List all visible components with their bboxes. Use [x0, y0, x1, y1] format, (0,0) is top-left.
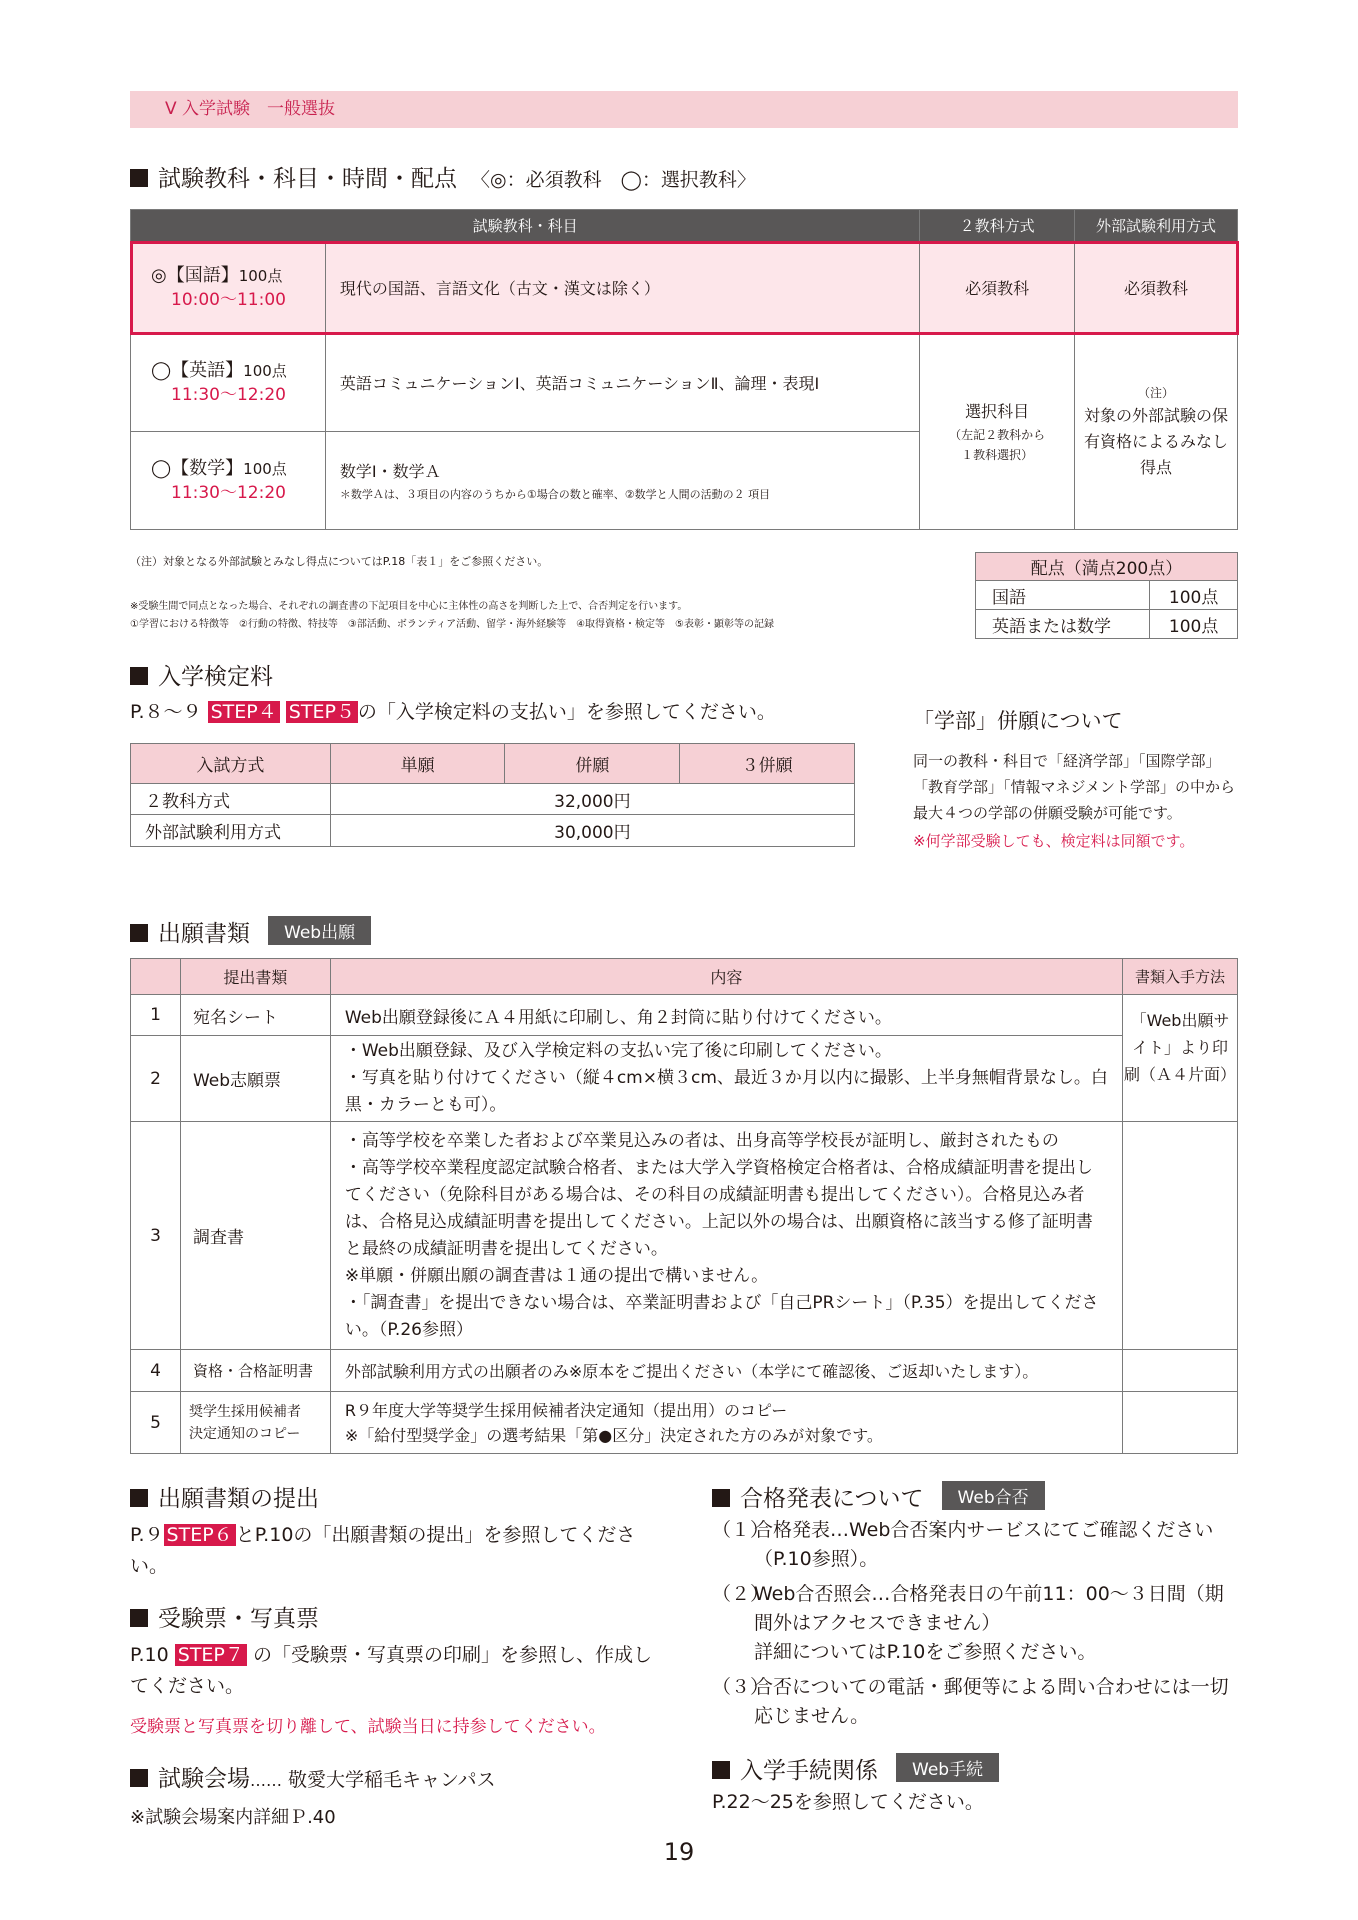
doc-name: 調査書 [180, 1122, 330, 1350]
score-title: 配点（満点200点） [976, 553, 1238, 581]
select-title: 選択科目 [965, 401, 1030, 421]
square-bullet-icon [130, 924, 148, 942]
docs-header: 書類入手方法 [1123, 959, 1238, 995]
doc-number: 5 [131, 1392, 181, 1454]
fee-header: 併願 [505, 744, 680, 784]
doc-content: R９年度大学等奨学生採用候補者決定通知（提出用）のコピー ※「給付型奨学金」の選考結果「第●区分」決定された方のみが対象です。 [330, 1392, 1122, 1454]
row-japanese [131, 242, 1238, 334]
application-docs-table [130, 958, 1238, 1454]
square-bullet-icon [712, 1761, 730, 1779]
subject-time: 11:30～12:20 [171, 482, 286, 503]
square-bullet-icon [130, 1769, 148, 1787]
fee-method: 外部試験利用方式 [131, 815, 331, 847]
external-note-mark: （注） [1138, 385, 1175, 400]
fee-method: ２教科方式 [131, 784, 331, 815]
section-band: Ⅴ 入学試験 一般選抜 [130, 91, 1238, 128]
step-badge: STEP７ [175, 1644, 247, 1666]
exam-ticket-note: 受験票と写真票を切り離して、試験当日に持参してください。 [130, 1717, 606, 1737]
col-header-subject: 試験教科・科目 [131, 210, 920, 242]
step-badge: STEP４ [208, 701, 280, 723]
page-number: 19 [663, 1838, 695, 1866]
subject-cell [131, 334, 326, 432]
subject-content: 数学Ⅰ・数学Ａ [339, 462, 441, 481]
heading-text: 受験票・写真票 [158, 1606, 319, 1632]
external-note-text: 対象の外部試験の保有資格によるみなし得点 [1084, 405, 1229, 477]
subject-name: ◯【英語】 [151, 359, 244, 381]
square-bullet-icon [130, 169, 148, 187]
web-result-tag: Web合否 [942, 1481, 1045, 1510]
exam-ticket-text [130, 1640, 660, 1702]
results-item [712, 1516, 1242, 1574]
venue-note: ※試験会場案内詳細Ｐ.40 [130, 1807, 336, 1828]
web-procedure-tag: Web手続 [896, 1753, 999, 1782]
fee-header: 入試方式 [131, 744, 331, 784]
square-bullet-icon [130, 1609, 148, 1627]
heading-text: 出願書類の提出 [158, 1486, 319, 1512]
heading-application-docs [130, 915, 371, 948]
doc-number: 4 [131, 1350, 181, 1392]
heading-text: 合格発表について [740, 1486, 924, 1512]
heading-exam-subjects [130, 160, 756, 193]
heading-text: 入学検定料 [158, 664, 273, 690]
score-value: 100点 [1150, 581, 1238, 610]
square-bullet-icon [130, 1489, 148, 1507]
web-application-tag: Web出願 [268, 916, 371, 945]
heading-enrollment [712, 1752, 999, 1785]
subject-time: 11:30～12:20 [171, 384, 286, 405]
heading-text: 試験会場 [158, 1766, 250, 1792]
submission-text: とP.10の「出願書類の提出」を参照してください。 [130, 1524, 636, 1577]
fee-reference-line [130, 697, 776, 724]
subject-content: 現代の国語、言語文化（古文・漢文は除く） [325, 242, 919, 334]
subject-content-cell [325, 432, 919, 530]
heading-note: 〈◎：必須教科 ◯：選択教科〉 [471, 169, 756, 191]
results-item [712, 1673, 1242, 1731]
heading-text: 出願書類 [158, 921, 250, 947]
col-header-two-subject: ２教科方式 [920, 210, 1075, 242]
doc-number: 3 [131, 1122, 181, 1350]
doc-content: Web出願登録後にＡ４用紙に印刷し、角２封筒に貼り付けてください。 [330, 995, 1122, 1036]
doc-content: ・高等学校を卒業した者および卒業見込みの者は、出身高等学校長が証明し、厳封されたもの ・高等学校卒業程度認定試験合格者、または大学入学資格検定合格者は、合格成績証明書を提出してください（免除科目がある場合は、その科目の成績証明書も提出してください）。合格見込み者は、合格見込成績証明書を提出してください。上記以外の場合は、出願資格に該当する修了証明書と最終の成績証明書を提出してください。 ※単願・併願出願の調査書は１通の提出で構いません。 ・「調査書」を提出できない場合は、卒業証明書および「自己PRシート」（P.35）を提出してください。（P.26参照） [330, 1122, 1122, 1350]
submission-page-ref: P.９ [130, 1524, 164, 1546]
subject-cell [131, 432, 326, 530]
external-value: 必須教科 [1075, 242, 1238, 334]
square-bullet-icon [130, 667, 148, 685]
fee-page-ref: P.８～９ [130, 701, 202, 723]
enrollment-text: P.22～25を参照してください。 [712, 1791, 984, 1813]
row-english [131, 334, 1238, 432]
two-subject-value: 必須教科 [920, 242, 1075, 334]
ticket-page-ref: P.10 [130, 1644, 169, 1666]
doc-submission-text [130, 1520, 660, 1582]
subject-points: 100点 [243, 459, 287, 478]
results-list [712, 1516, 1242, 1731]
results-item-number: （３） [712, 1676, 770, 1698]
subject-content: 英語コミュニケーションⅠ、英語コミュニケーションⅡ、論理・表現Ⅰ [325, 334, 919, 432]
subject-name: ◯【数学】 [151, 457, 244, 479]
fee-ref-text: の「入学検定料の支払い」を参照してください。 [357, 701, 776, 723]
select-sub: （左記２教科から １教科選択） [949, 427, 1046, 462]
score-table [975, 552, 1238, 639]
step-badge: STEP５ [286, 701, 358, 723]
fee-header: ３併願 [680, 744, 855, 784]
footnote-tie: ※受験生間で同点となった場合、それぞれの調査書の下記項目を中心に主体性の高さを判断した上で、合否判定を行います。 [130, 601, 688, 612]
subject-time: 10:00～11:00 [171, 289, 286, 310]
doc-name: 資格・合格証明書 [180, 1350, 330, 1392]
results-item-number: （２） [712, 1583, 770, 1605]
score-value: 100点 [1150, 610, 1238, 639]
footnote-external: （注）対象となる外部試験とみなし得点についてはP.18「表１」をご参照ください。 [130, 555, 549, 568]
exam-fee-table [130, 743, 855, 847]
select-subject-cell [920, 334, 1075, 530]
doc-content: ・Web出願登録、及び入学検定料の支払い完了後に印刷してください。 ・写真を貼り付けてください（縦４cm×横３cm、最近３か月以内に撮影、上半身無帽背景なし。白黒・カラーとも可）。 [330, 1036, 1122, 1122]
heading-results [712, 1480, 1045, 1513]
heading-text: 試験教科・科目・時間・配点 [158, 166, 457, 192]
fee-amount: 32,000円 [330, 784, 854, 815]
docs-header: 内容 [330, 959, 1122, 995]
external-note-cell [1075, 334, 1238, 530]
subject-cell [131, 242, 326, 334]
faculty-combined-note: ※何学部受験しても、検定料は同額です。 [913, 832, 1195, 850]
step-badge: STEP６ [164, 1524, 236, 1546]
results-item-text: 合否についての電話・郵便等による問い合わせには一切応じません。 [754, 1676, 1229, 1727]
footnote-items: ①学習における特徴等 ②行動の特徴、特技等 ③部活動、ボランティア活動、留学・海外経験等 ④取得資格・検定等 ⑤表彰・顕彰等の記録 [130, 619, 775, 630]
square-bullet-icon [712, 1489, 730, 1507]
subject-points: 100点 [238, 266, 283, 285]
fee-amount: 30,000円 [330, 815, 854, 847]
doc-name: 奨学生採用候補者 決定通知のコピー [180, 1392, 330, 1454]
doc-number: 2 [131, 1036, 181, 1122]
doc-method: 「Web出願サイト」より印刷（Ａ４片面） [1123, 995, 1238, 1122]
heading-exam-fee [130, 658, 273, 691]
ticket-text: の「受験票・写真票の印刷」を参照し、作成してください。 [130, 1644, 652, 1697]
heading-exam-ticket [130, 1600, 319, 1633]
faculty-combined-title: 「学部」併願について [913, 709, 1123, 733]
subject-name: ◎【国語】 [151, 264, 239, 286]
doc-name: 宛名シート [180, 995, 330, 1036]
venue-name: 敬愛大学稲毛キャンパス [288, 1769, 496, 1791]
results-item-text: 合格発表…Web合否案内サービスにてご確認ください（P.10参照）。 [754, 1519, 1214, 1570]
exam-subjects-table [130, 209, 1238, 530]
venue-dots: …… [250, 1771, 282, 1790]
doc-content: 外部試験利用方式の出願者のみ※原本をご提出ください（本学にて確認後、ご返却いたします）。 [330, 1350, 1122, 1392]
heading-exam-venue [130, 1760, 496, 1793]
docs-header: 提出書類 [180, 959, 330, 995]
fee-header: 単願 [330, 744, 505, 784]
results-item-text: Web合否照会…合格発表日の午前11：00～３日間（期間外はアクセスできません） 詳細についてはP.10をご参照ください。 [754, 1583, 1224, 1663]
faculty-combined-text: 同一の教科・科目で「経済学部」「国際学部」「教育学部」「情報マネジメント学部」の中から最大４つの学部の併願受験が可能です。 [913, 752, 1236, 822]
doc-number: 1 [131, 995, 181, 1036]
doc-name: Web志願票 [180, 1036, 330, 1122]
score-subject: 英語または数学 [976, 610, 1150, 639]
heading-text: 入学手続関係 [740, 1758, 878, 1784]
results-item [712, 1580, 1242, 1667]
col-header-external: 外部試験利用方式 [1075, 210, 1238, 242]
score-subject: 国語 [976, 581, 1150, 610]
heading-doc-submission [130, 1480, 319, 1513]
subject-note: ＊数学Ａは、３項目の内容のうちから①場合の数と確率、②数学と人間の活動の２ 項目 [339, 488, 771, 501]
subject-points: 100点 [243, 361, 287, 380]
results-item-number: （１） [712, 1519, 770, 1541]
